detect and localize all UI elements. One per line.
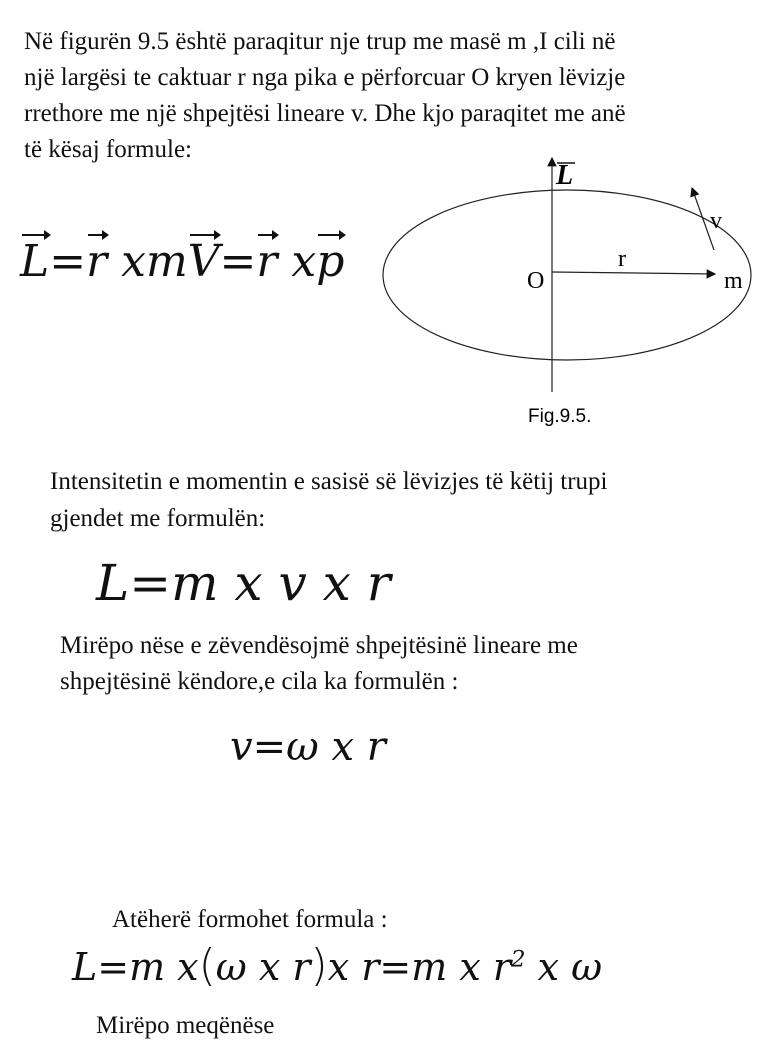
circular-motion-figure xyxy=(370,150,760,440)
close-parenthesis: ) xyxy=(310,940,328,991)
intro-line-4: të kësaj formule: xyxy=(24,136,192,163)
angular-momentum-vector-formula xyxy=(20,236,344,287)
r-vector: r xyxy=(256,236,278,287)
formula-left-part: L=m x xyxy=(72,945,199,989)
formula-inner-part: ω x r xyxy=(215,945,311,989)
open-parenthesis: ( xyxy=(198,940,216,991)
L-label: L xyxy=(556,160,574,191)
origin-label: O xyxy=(527,268,545,294)
r-label: r xyxy=(618,246,626,272)
cutoff-line: Mirëpo meqënëse xyxy=(96,1012,275,1039)
angular-momentum-formula xyxy=(72,940,602,991)
v-label: v xyxy=(710,208,722,234)
intro-line-3: rrethore me një shpejtësi lineare v. Dhe kjo paraqitet me anë xyxy=(24,100,626,127)
L-vector: L xyxy=(20,236,50,287)
intro-line-2: një largësi te caktuar r nga pika e përforcuar O kryen lëvizje xyxy=(24,64,626,91)
intro-line-1: Në figurën 9.5 është paraqitur nje trup me masë m ,I cili në xyxy=(24,28,616,55)
cross-sign: x xyxy=(291,236,317,287)
V-vector: V xyxy=(187,236,220,287)
exponent: 2 xyxy=(511,946,526,973)
substitution-line-2: shpejtësinë këndore,e cila ka formulën : xyxy=(60,668,459,695)
orbit-ellipse xyxy=(383,190,751,360)
then-formula-line: Atëherë formohet formula : xyxy=(112,906,388,933)
mass-symbol: m xyxy=(145,236,188,287)
momentum-magnitude-formula: L=m x v x r xyxy=(96,554,391,612)
formula-middle-part: x r=m x r xyxy=(327,945,512,989)
r-vector: r xyxy=(86,236,108,287)
linear-velocity-formula: v=ω x r xyxy=(230,724,386,770)
equals-sign: = xyxy=(49,236,87,287)
figure-caption: Fig.9.5. xyxy=(528,406,592,427)
p-vector: p xyxy=(316,236,345,287)
radius-line xyxy=(552,272,715,274)
substitution-line-1: Mirëpo nëse e zëvendësojmë shpejtësinë lineare me xyxy=(60,632,578,659)
cross-sign: x xyxy=(121,236,146,287)
formula-right-part: x ω xyxy=(525,945,603,989)
equals-sign: = xyxy=(219,236,257,287)
mass-label: m xyxy=(724,268,743,294)
intensity-line-2: gjendet me formulën: xyxy=(50,505,266,532)
intensity-line-1: Intensitetin e momentin e sasisë së lëvizjes të këtij trupi xyxy=(50,468,608,495)
